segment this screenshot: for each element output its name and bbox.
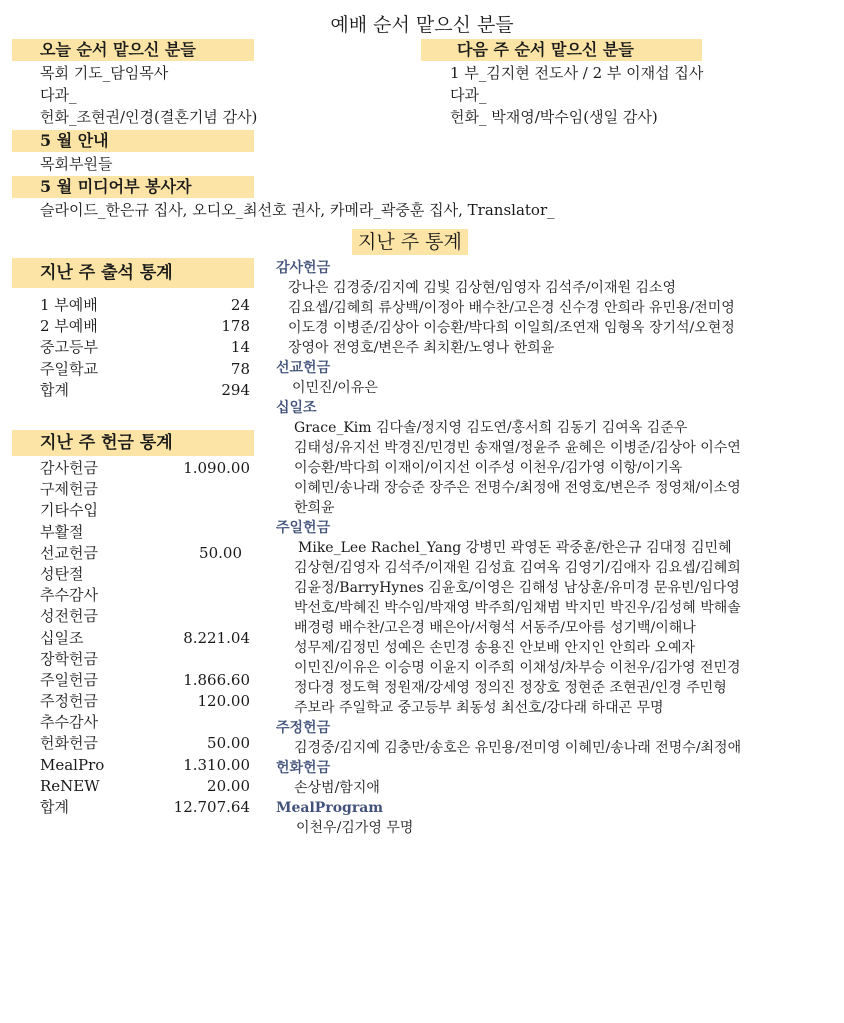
attendance-label: 1 부예배: [40, 296, 98, 314]
today-line: 다과_: [40, 86, 77, 104]
attendance-value: 178: [221, 317, 250, 336]
offering-section-body: [276, 818, 741, 838]
offering-value: 50.00: [207, 734, 250, 753]
attendance-row: [40, 359, 250, 380]
offering-row: [40, 712, 250, 733]
offering-names-line: 이도경 이병준/김상아 이승환/박다희 이일희/조연재 임형옥 장기석/오현정: [288, 320, 735, 336]
offering-names-line: 김상현/김영자 김석주/이재원 김성효 김여옥 김영기/김애자 김요셉/김혜희: [294, 560, 741, 576]
attendance-label: 2 부예배: [40, 317, 98, 336]
offering-label: MealPro: [40, 755, 105, 774]
today-header: 오늘 순서 맡으신 분들: [12, 39, 254, 61]
offering-section-header: 헌화헌금: [276, 760, 331, 776]
offering-label: 부활절: [40, 522, 84, 541]
offering-section-body: [276, 738, 741, 758]
offering-names-line: 장영아 전영호/변은주 최치환/노영나 한희윤: [288, 340, 555, 356]
offering-names-line: 이민진/이유은 이승명 이윤지 이주희 이채성/차부승 이천우/김가영 전민경: [294, 660, 741, 676]
offering-names-line: Grace_Kim 김다솔/정지영 김도연/홍서희 김동기 김여옥 김준우: [294, 420, 688, 436]
offering-names-line: 주보라 주일학교 중고등부 최동성 최선호/강다래 하대곤 무명: [294, 700, 664, 716]
page-title: 예배 순서 맡으신 분들: [330, 14, 514, 36]
offering-row: [40, 733, 250, 754]
offering-header: 지난 주 헌금 통계: [12, 430, 254, 456]
attendance-value: 78: [230, 359, 250, 378]
offering-names: [276, 258, 741, 838]
next-week-line: 다과_: [450, 86, 487, 104]
offering-label: 장학헌금: [40, 649, 98, 668]
attendance-value: 294: [221, 380, 250, 399]
offering-row: [40, 649, 250, 670]
offering-row: [40, 776, 250, 797]
offering-label: ReNEW: [40, 776, 100, 795]
offering-label: 추수감사: [40, 586, 98, 605]
offering-names-line: 김요셉/김혜희 류상백/이정아 배수찬/고은경 신수경 안희라 유민용/전미영: [288, 300, 735, 316]
offering-value: 120.00: [197, 692, 250, 711]
media-volunteers-line: 슬라이드_한은규 집사, 오디오_최선호 권사, 카메라_곽중훈 집사, Translator_: [40, 201, 555, 219]
offering-label: 십일조: [40, 628, 84, 647]
attendance-row: [40, 337, 250, 358]
may-notice-header: 5 월 안내: [12, 130, 254, 152]
attendance-label: 합계: [40, 380, 69, 399]
offering-names-line: 김윤정/BarryHynes 김윤호/이영은 김해성 남상훈/유미경 문유빈/임다영: [294, 580, 740, 596]
offering-section-body: [276, 418, 741, 518]
offering-row: [40, 755, 250, 776]
today-line: 목회 기도_담임목사: [40, 64, 169, 82]
today-line: 헌화_조현권/인경(결혼기념 감사): [40, 108, 258, 126]
offering-value: 1.090.00: [183, 459, 250, 477]
offering-section-body: [276, 538, 741, 718]
attendance-label: 중고등부: [40, 338, 98, 357]
next-week-lines: [450, 62, 703, 128]
offering-section-header: 십일조: [276, 400, 317, 416]
offering-table: [40, 458, 250, 818]
next-week-line: 헌화_ 박재영/박수임(생일 감사): [450, 108, 658, 126]
next-week-line: 1 부_김지현 전도사 / 2 부 이재섭 집사: [450, 64, 704, 82]
media-volunteers-header: 5 월 미디어부 봉사자: [12, 176, 254, 198]
offering-row: [40, 458, 250, 479]
today-lines: [40, 62, 257, 128]
offering-label: 선교헌금: [40, 543, 98, 562]
offering-section-header: 선교헌금: [276, 360, 331, 376]
offering-value: 8.221.04: [183, 628, 250, 647]
offering-row: [40, 797, 250, 818]
offering-row: [40, 500, 250, 521]
offering-label: 감사헌금: [40, 459, 98, 477]
offering-label: 추수감사: [40, 713, 98, 732]
offering-names-line: 박선호/박혜진 박수임/박재영 박주희/임채범 박지민 박진우/김성혜 박해솔: [294, 600, 741, 616]
last-week-stats-title: 지난 주 통계: [352, 229, 468, 255]
offering-names-line: 배경령 배수찬/고은경 배은아/서형석 서동주/모아름 성기백/이해나: [294, 620, 696, 636]
offering-row: [40, 606, 250, 627]
offering-names-line: 이혜민/송나래 장승준 장주은 전명수/최정애 전영호/변은주 정영채/이소영: [294, 480, 741, 496]
offering-value: 1.866.60: [183, 670, 250, 689]
offering-section-body: [276, 278, 741, 358]
attendance-label: 주일학교: [40, 359, 98, 378]
offering-names-line: 강나은 김경중/김지예 김빛 김상현/임영자 김석주/이재원 김소영: [288, 280, 677, 296]
offering-value: 12.707.64: [173, 798, 250, 816]
offering-names-line: 김경중/김지예 김충만/송호은 유민용/전미영 이혜민/송나래 전명수/최정애: [294, 740, 742, 756]
offering-label: 기타수입: [40, 501, 98, 520]
offering-row: [40, 628, 250, 649]
offering-names-line: Mike_Lee Rachel_Yang 강병민 곽영돈 곽중훈/한은규 김대정 김민혜: [298, 540, 732, 556]
attendance-row: [40, 316, 250, 337]
offering-row: [40, 670, 250, 691]
offering-names-line: 이민진/이유은: [292, 380, 378, 396]
offering-label: 구제헌금: [40, 480, 98, 499]
offering-names-line: 이승환/박다희 이재이/이지선 이주성 이천우/김가영 이항/이기옥: [294, 460, 683, 476]
offering-value: 20.00: [207, 776, 250, 795]
attendance-row: [40, 295, 250, 316]
offering-section-header: MealProgram: [276, 800, 384, 816]
attendance-row: [40, 380, 250, 401]
offering-value: 1.310.00: [183, 755, 250, 774]
offering-names-line: 한희윤: [294, 500, 335, 516]
offering-section-body: [276, 778, 741, 798]
attendance-table: [40, 295, 250, 401]
offering-label: 헌화헌금: [40, 734, 98, 753]
offering-row: [40, 585, 250, 606]
attendance-value: 14: [230, 338, 250, 357]
offering-names-line: 이천우/김가영 무명: [296, 820, 414, 836]
offering-label: 성전헌금: [40, 607, 98, 626]
offering-row: [40, 691, 250, 712]
may-notice-line: 목회부원들: [40, 155, 113, 173]
offering-label: 주정헌금: [40, 692, 98, 711]
offering-section-header: 감사헌금: [276, 260, 331, 276]
offering-names-line: 김태성/유지선 박경진/민경빈 송재열/정윤주 윤혜은 이병준/김상아 이수연: [294, 440, 741, 456]
attendance-header: 지난 주 출석 통계: [12, 258, 254, 288]
offering-label: 성탄절: [40, 564, 84, 583]
offering-row: [40, 479, 250, 500]
attendance-value: 24: [230, 296, 250, 314]
offering-row: [40, 522, 250, 543]
offering-row: [40, 543, 250, 564]
offering-value: 50.00: [199, 543, 242, 562]
offering-names-line: 손상범/함지애: [294, 780, 380, 796]
next-week-header: 다음 주 순서 맡으신 분들: [421, 39, 702, 61]
offering-section-body: [276, 378, 741, 398]
offering-row: [40, 564, 250, 585]
offering-label: 주일헌금: [40, 670, 98, 689]
offering-section-header: 주일헌금: [276, 520, 331, 536]
offering-label: 합계: [40, 798, 69, 816]
offering-names-line: 성무제/김정민 성예은 손민경 송용진 안보배 안지인 안희라 오예자: [294, 640, 696, 656]
offering-names-line: 정다경 정도혁 정원재/강세영 정의진 정장호 정현준 조현권/인경 주민형: [294, 680, 727, 696]
offering-section-header: 주정헌금: [276, 720, 331, 736]
